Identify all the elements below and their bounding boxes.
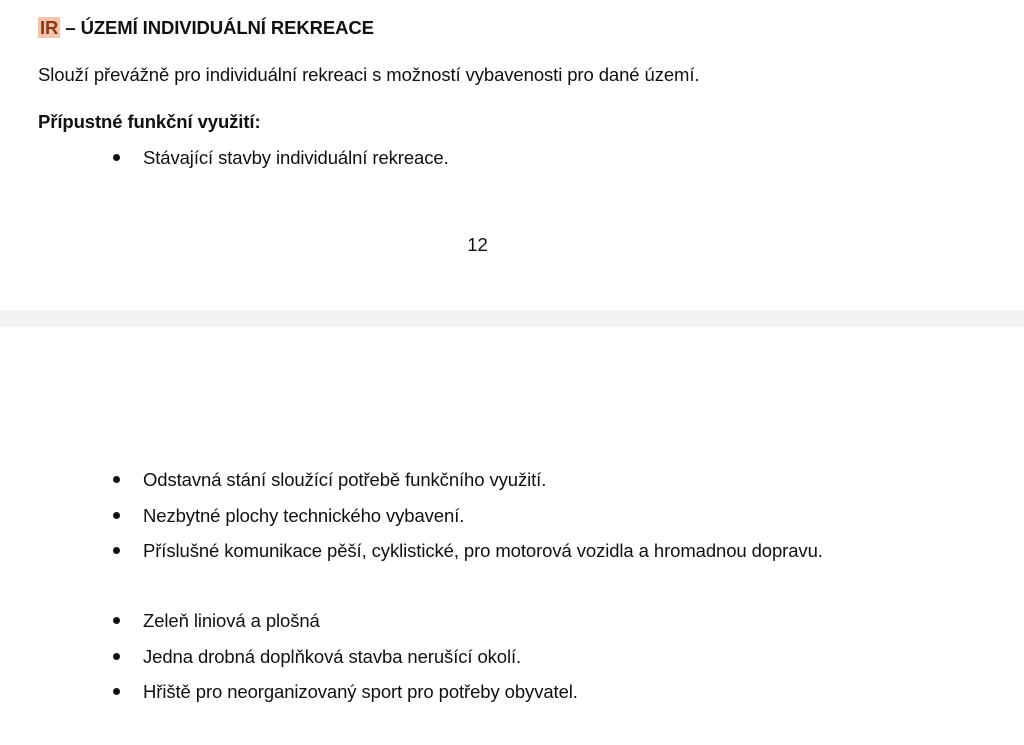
list-item-text: Stávající stavby individuální rekreace. bbox=[143, 147, 449, 168]
document-page-bottom bbox=[0, 327, 1024, 745]
list-item-text: Jedna drobná doplňková stavba nerušící okolí. bbox=[143, 646, 522, 667]
bullet-icon bbox=[113, 653, 120, 660]
bullet-icon bbox=[113, 512, 120, 519]
bullet-icon bbox=[113, 547, 120, 554]
bullet-icon bbox=[113, 154, 120, 161]
list-item-text: Nezbytné plochy technického vybavení. bbox=[143, 505, 465, 526]
document-page-top bbox=[0, 0, 1024, 310]
section-description: Slouží převážně pro individuální rekreaci s možností vybavenosti pro dané území. bbox=[38, 64, 700, 85]
list-item-text: Příslušné komunikace pěší, cyklistické, pro motorová vozidla a hromadnou dopravu. bbox=[143, 540, 823, 561]
bullet-icon bbox=[113, 617, 120, 624]
bullet-icon bbox=[113, 688, 120, 695]
section-heading bbox=[38, 17, 374, 39]
page-separator bbox=[0, 310, 1024, 327]
bullet-icon bbox=[113, 476, 120, 483]
permitted-use-subheading: Přípustné funkční využití: bbox=[38, 111, 261, 132]
page-number: 12 bbox=[467, 234, 488, 255]
section-code-highlight: IR bbox=[40, 17, 59, 38]
list-item-text: Hřiště pro neorganizovaný sport pro potřeby obyvatel. bbox=[143, 681, 578, 702]
list-item-text: Zeleň liniová a plošná bbox=[143, 610, 320, 631]
section-title: – ÚZEMÍ INDIVIDUÁLNÍ REKREACE bbox=[60, 17, 374, 38]
list-item-text: Odstavná stání sloužící potřebě funkčního využití. bbox=[143, 469, 547, 490]
